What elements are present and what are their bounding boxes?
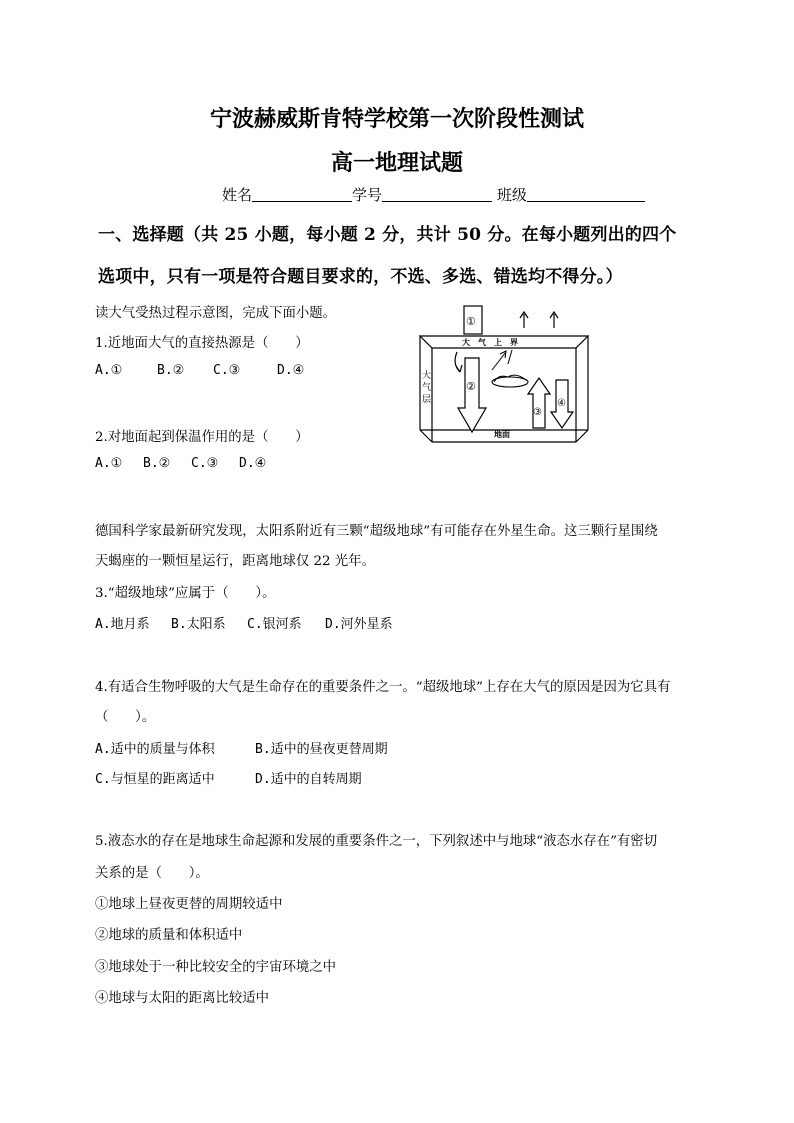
q3-options [95, 613, 393, 632]
name-blank[interactable] [252, 185, 352, 202]
q3-option-d[interactable]: D.河外星系 [325, 617, 393, 632]
q4-stem-line1: 4.有适合生物呼吸的大气是生命存在的重要条件之一。“超级地球”上存在大气的原因是因为它具有 [95, 680, 671, 695]
q5-stem-line2: 关系的是（ ）。 [95, 866, 209, 881]
ground-absorption-arrow-2 [458, 358, 486, 432]
q4-options-row2 [95, 768, 362, 787]
group1-intro: 读大气受热过程示意图，完成下面小题。 [95, 306, 337, 321]
ground-radiation-arrow-3 [528, 378, 550, 428]
q4-stem-line2: （ ）。 [95, 710, 156, 725]
q3-option-c[interactable]: C.银河系 [247, 617, 302, 632]
cloud-icon [492, 375, 528, 387]
q1-options [95, 363, 304, 378]
side-label-3: 层 [422, 395, 432, 405]
atmosphere-top-label: 大 气 上 界 [462, 337, 518, 347]
q1-stem: 1.近地面大气的直接热源是（ ） [95, 336, 309, 351]
q4-option-b[interactable]: B.适中的昼夜更替周期 [255, 742, 388, 757]
q4-option-c[interactable]: C.与恒星的距离适中 [95, 772, 215, 787]
exam-title: 高一地理试题 [330, 150, 463, 176]
q5-item-2: ②地球的质量和体积适中 [95, 928, 243, 943]
class-label: 班级 [496, 186, 527, 204]
school-title: 宁波赫威斯肯特学校第一次阶段性测试 [209, 106, 584, 132]
q1-option-b[interactable]: B.② [157, 363, 185, 378]
name-label: 姓名 [222, 186, 253, 204]
svg-text:②: ② [466, 380, 476, 393]
q5-item-1: ①地球上昼夜更替的周期较适中 [95, 897, 283, 912]
q5-item-4: ④地球与太阳的距离比较适中 [95, 991, 270, 1006]
q2-option-d[interactable]: D.④ [239, 456, 267, 471]
q2-option-c[interactable]: C.③ [191, 456, 219, 471]
q2-option-a[interactable]: A.① [95, 456, 123, 471]
q1-option-c[interactable]: C.③ [213, 363, 241, 378]
class-blank[interactable] [527, 185, 645, 202]
group2-intro-line2: 天蝎座的一颗恒星运行，距离地球仅 22 光年。 [95, 554, 375, 569]
q4-option-d[interactable]: D.适中的自转周期 [255, 772, 362, 787]
student-info-line [222, 184, 645, 205]
solar-radiation-arrow-1 [464, 306, 482, 334]
q4-options-row1 [95, 738, 388, 757]
svg-text:①: ① [466, 315, 476, 328]
counter-radiation-arrow-4 [551, 380, 573, 428]
svg-text:③: ③ [533, 407, 542, 418]
section-heading-line2: 选项中，只有一项是符合题目要求的，不选、多选、错选均不得分。） [98, 267, 623, 287]
side-label-1: 大 [422, 371, 432, 381]
q4-option-a[interactable]: A.适中的质量与体积 [95, 742, 215, 757]
section-heading-line1: 一、选择题（共 25 小题，每小题 2 分，共计 50 分。在每小题列出的四个 [98, 225, 677, 245]
q3-option-b[interactable]: B.太阳系 [171, 617, 226, 632]
group2-intro-line1: 德国科学家最新研究发现，太阳系附近有三颗“超级地球”有可能存在外星生命。这三颗行星围绕 [95, 524, 658, 539]
ground-label: 地面 [494, 429, 510, 439]
q2-options [95, 456, 266, 471]
q3-stem: 3.“超级地球”应属于（ ）。 [95, 586, 276, 601]
id-label: 学号 [352, 186, 383, 204]
thin-ray-arrows [492, 350, 512, 370]
q1-option-d[interactable]: D.④ [277, 363, 305, 378]
q2-stem: 2.对地面起到保温作用的是（ ） [95, 430, 309, 445]
q3-option-a[interactable]: A.地月系 [95, 617, 150, 632]
id-blank[interactable] [382, 185, 492, 202]
svg-text:④: ④ [557, 398, 566, 409]
q1-option-a[interactable]: A.① [95, 363, 123, 378]
q5-item-3: ③地球处于一种比较安全的宇宙环境之中 [95, 960, 337, 975]
q2-option-b[interactable]: B.② [143, 456, 171, 471]
atmosphere-heating-diagram [408, 300, 594, 458]
q5-stem-line1: 5.液态水的存在是地球生命起源和发展的重要条件之一，下列叙述中与地球“液态水存在”有密切 [95, 834, 658, 849]
side-label-2: 气 [422, 383, 432, 393]
